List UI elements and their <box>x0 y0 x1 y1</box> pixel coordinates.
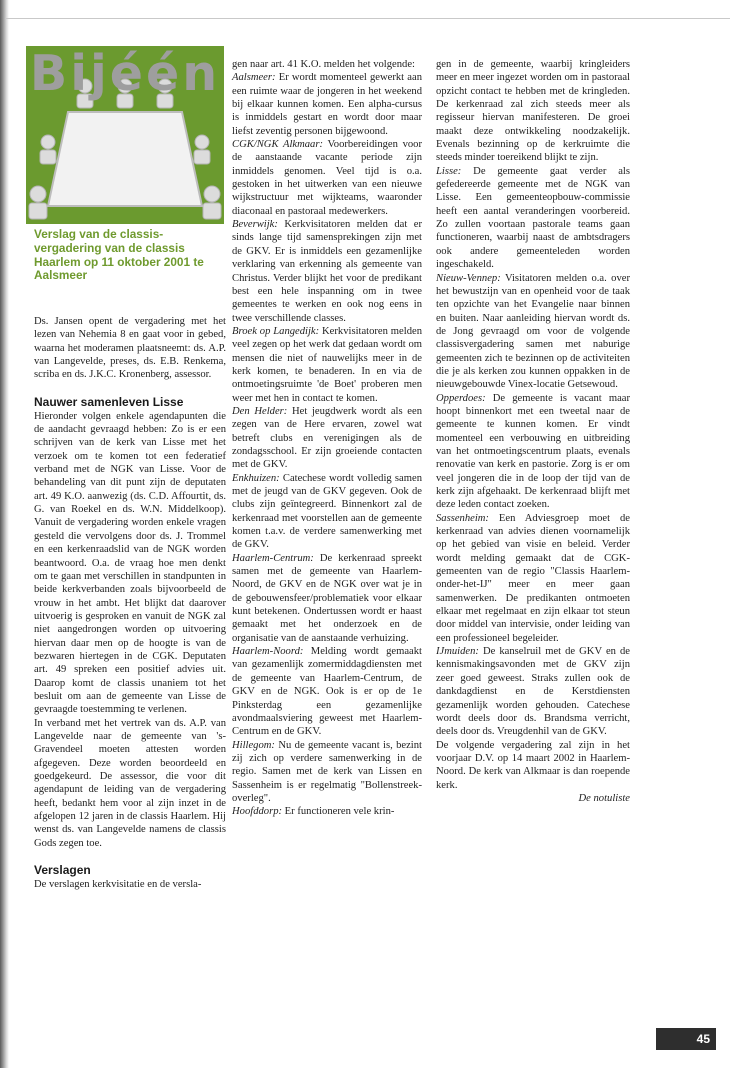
conference-table <box>48 112 202 206</box>
report-den-helder <box>232 405 422 472</box>
report-aalsmeer <box>232 71 422 138</box>
report-text: Catechese wordt volledig samen met de jeugd van de GKV gegeven. Ook de clubs zijn geïntegreerd. Binnenkort zal de kerkenraad met voorstellen aan de gemeente komen t.a.v. de verdere samenwerking met de GKV. <box>232 472 422 551</box>
column-2 <box>232 58 422 819</box>
report-haarlem-centrum <box>232 552 422 645</box>
report-hoofddorp <box>232 805 422 818</box>
report-text: Het jeugdwerk wordt als een zegen van de Here ervaren, zowel wat betreft clubs en verenigingen als de zondagsschool. Er zijn groeiende contacten met de GKV. <box>232 405 422 471</box>
place-name: Aalsmeer: <box>232 72 276 84</box>
report-text: De gemeente gaat verder als gefedereerde gemeente met de NGK van Lisse. Een gemeenteopbouw-commissie heeft een aantal veranderingen voorbereid. Zo zullen voortaan pastorale teams gaan functioneren, waarbij naast de ambtsdragers ook andere gemeenteleden worden ingeschakeld. <box>436 165 630 271</box>
report-enkhuizen <box>232 472 422 552</box>
place-name: Sassenheim: <box>436 512 489 524</box>
place-name: Hoofddorp: <box>232 806 283 818</box>
place-name: Haarlem-Centrum: <box>232 552 314 564</box>
report-lisse <box>436 165 630 272</box>
report-text: De kanselruil met de GKV en de kennismakingsavonden met de GKV zijn zeer goed geweest. Straks zullen ook de dankdagdienst en de Kerstdiensten gezamenlijk worden gehouden. Catechese wordt deels door ds. Brandsma verricht, deels door ds. Vreugdenhil van de GKV. <box>436 646 630 738</box>
place-name: IJmuiden: <box>436 646 479 658</box>
place-name: Enkhuizen: <box>232 472 280 484</box>
report-text: Voorbereidingen voor de aanstaande vacante periode zijn inmiddels genomen. Veel tijd is o.a. gestoken in het uitwerken van een nieuwe wijkstructuur met wijkteams, waaronder diaconaal en pastoraal medewerkers. <box>232 139 423 217</box>
place-name: Beverwijk: <box>232 219 278 231</box>
place-name: Nieuw-Vennep: <box>436 272 501 284</box>
paragraph-lisse: Hieronder volgen enkele agendapunten die de aandacht gevraagd hebben: Zo is er een schrijven van de kerk van Lisse met het verzoek om te komen tot een federatief verband met de NGK van Lisse. Voor de behandeling van dit punt zijn de deputaten art. 49 K.O. aanwezig (ds. C.D. Affourtit, ds. G. van Roekel en ds. W.N. Middelkoop). Vanuit de vergadering worden enkele vragen gesteld die vervolgens door ds. J. Trommel en een kerkenraadslid van de NGK worden beantwoord. O.a. de vraag hoe men denkt om te gaan met verschillen in standpunten in beide kerkverbanden zoals bijvoorbeeld de vrouw in het ambt. Het blijkt dat daarover uitvoerig is gesproken en vanuit de NGK zal niet aangedrongen worden op uitvoering hiervan daar men op de hoogte is van de bezwaren hiertegen in de CGK. Deputaten art. 49 spreken een positief advies uit. Daarop komt de classis unaniem tot het besluit om aan de gemeente van Lisse de gevraagde toestemming te verlenen. <box>34 410 226 716</box>
place-name: Den Helder: <box>232 405 288 417</box>
subheading-lisse: Nauwer samenleven Lisse <box>34 394 184 409</box>
report-text: Nu de gemeente vacant is, bezint zij zich op verdere samenwerking in de regio. Samen met de kerk van Lissen en Sassenheim is er regelmatig "Bollenstreek-overleg". <box>232 739 422 804</box>
report-text: Er functioneren vele krin- <box>282 806 395 818</box>
report-text: De gemeente is vacant maar hoopt binnenkort met een tweetal naar de gemeente te kunnen komen. Er vindt momenteel een verbouwing en uitbreiding van het ontmoetingscentrum plaats, evenals renovatie van kerk en pastorie. Zorg is er om veel jongeren die in de loop der tijd van de kerk zijn afgehaakt. De kerkenraad blijft met deze leden contact zoeken. <box>436 392 630 511</box>
report-text: Kerkvisitatoren melden dat er sinds lange tijd samensprekingen zijn met de GKV. Er is inmiddels een gezamenlijke verklaring van erkenning als gemeente van Christus. Verder blijkt het voor de predikant best een hele inspanning om in twee gemeentes te werken en ook nog eens in twee verschillende classes. <box>232 219 422 324</box>
report-broek <box>232 325 422 405</box>
page-number: 45 <box>656 1028 716 1050</box>
place-name: Opperdoes: <box>436 392 486 404</box>
place-name: CGK/NGK Alkmaar: <box>232 139 324 151</box>
report-sassenheim <box>436 512 630 645</box>
place-name: Hillegom: <box>232 739 275 751</box>
article-title: Verslag van de classis-vergadering van de classis Haarlem op 11 oktober 2001 te Aalsmeer <box>34 227 204 283</box>
paragraph-next-meeting: De volgende vergadering zal zijn in het voorjaar D.V. op 14 maart 2002 in Haarlem-Noord. De kerk van Alkmaar is dan roepende kerk. <box>436 739 630 791</box>
report-text: Melding wordt gemaakt van gezamenlijk zomermiddagdiensten met de gemeente van Haarlem-Centrum, de GKV en de NGK. Ook is er op de 1e Pinksterdag een gezamenlijke avondmaalsviering geweest met Haarlem-Centrum en de GKV. <box>232 646 422 738</box>
place-name: Broek op Langedijk: <box>232 325 320 337</box>
report-text: Een Adviesgroep moet de kerkenraad van advies dienen voornamelijk op het gebied van visie en beleid. Verder wordt melding gemaakt dat de CGK-gemeenten van de regio "Classis Haarlem-onder-het-IJ" meer en meer gaan samenwerken. De predikanten ontmoeten elkaar met regelmaat en zijn elkaar tot steun door middel van intervisie, onder leiding van een professioneel begeleider. <box>436 512 630 644</box>
paragraph-col3-start: gen in de gemeente, waarbij kringleiders meer en meer ingezet worden om in pastoraal opzicht contact te hebben met de kringleden. De kerkenraad zal zich steeds meer als regisseur hiervan manifesteren. De groei maakt deze ontwikkeling noodzakelijk. Evenals bezinning op de kerkruimte die steeds minder toereikend blijkt te zijn. <box>436 59 630 164</box>
paragraph-vertrek: In verband met het vertrek van ds. A.P. van Langevelde naar de gemeente van 's-Gravendeel moeten attesten worden afgegeven. Deze worden beoordeeld en goedgekeurd. De assessor, die voor dit agendapunt de leiding van de vergadering heeft, bedankt hem voor al zijn inzet in de afgelopen 12 jaren in de classis Haarlem. Hij wenst ds. van Langevelde namens de classis Gods zegen toe. <box>34 717 226 849</box>
report-hillegom <box>232 739 422 806</box>
top-rule <box>6 18 730 19</box>
paragraph-verslagen: De verslagen kerkvisitatie en de versla- <box>34 879 202 891</box>
column-3 <box>436 58 630 805</box>
paragraph-intro: Ds. Jansen opent de vergadering met het lezen van Nehemia 8 en gaat voor in gebed, waarna het moderamen plaatsneemt: ds. A.P. van Langevelde, preses, ds. E.B. Renkema, scriba en ds. J.K.C. Kronenberg, assessor. <box>34 316 226 381</box>
report-text: Visitatoren melden o.a. over het bewustzijn van en openheid voor de taak ten opzichte van het Evangelie naar binnen en buiten. Naar aanleiding hiervan wordt ds. de Jong gevraagd om voor de volgende classisvergadering samen met naburige gemeenten zich te bezinnen op de activiteiten die je als kerken zou kunnen oppakken in de nieuwgebouwde Vinex-locatie Getsewoud. <box>436 272 630 391</box>
place-name: Lisse: <box>436 165 462 177</box>
report-text: Er wordt momenteel gewerkt aan een ruimte waar de jongeren in het weekend bij elkaar kunnen komen. Een alpha-cursus is inmiddels gestart en wordt door maar liefst zeventig personen bijgewoond. <box>232 72 422 137</box>
subheading-verslagen: Verslagen <box>34 863 91 878</box>
report-text: De kerkenraad spreekt samen met de gemeente van Haarlem-Noord, de GKV en de NGK over wat je in de gebouwensfeer/problematiek voor elkaar kunt betekenen. Ondertussen wordt er haast gemaakt met het onderzoek en de organisatie van de aanstaande verhuizing. <box>232 552 422 644</box>
report-haarlem-noord <box>232 645 422 738</box>
logo-title: Bijéén <box>29 45 221 102</box>
column-1 <box>34 315 226 891</box>
place-name: Haarlem-Noord: <box>232 646 304 658</box>
report-alkmaar <box>232 138 422 218</box>
report-nieuw-vennep <box>436 272 630 392</box>
report-opperdoes <box>436 392 630 512</box>
report-ijmuiden <box>436 645 630 738</box>
paragraph-col2-start: gen naar art. 41 K.O. melden het volgende: <box>232 59 415 70</box>
signature: De notuliste <box>578 792 630 804</box>
report-text: Kerkvisitatoren melden veel zegen op het werk dat gedaan wordt om mensen die niet of nauwelijks meer in de kerk komen, te benaderen. In en via de ontmoetingsruimte 'de Boet' proberen men weer met hen in contact te komen. <box>232 325 422 404</box>
report-beverwijk <box>232 218 422 325</box>
page-edge-shadow <box>0 0 9 1068</box>
